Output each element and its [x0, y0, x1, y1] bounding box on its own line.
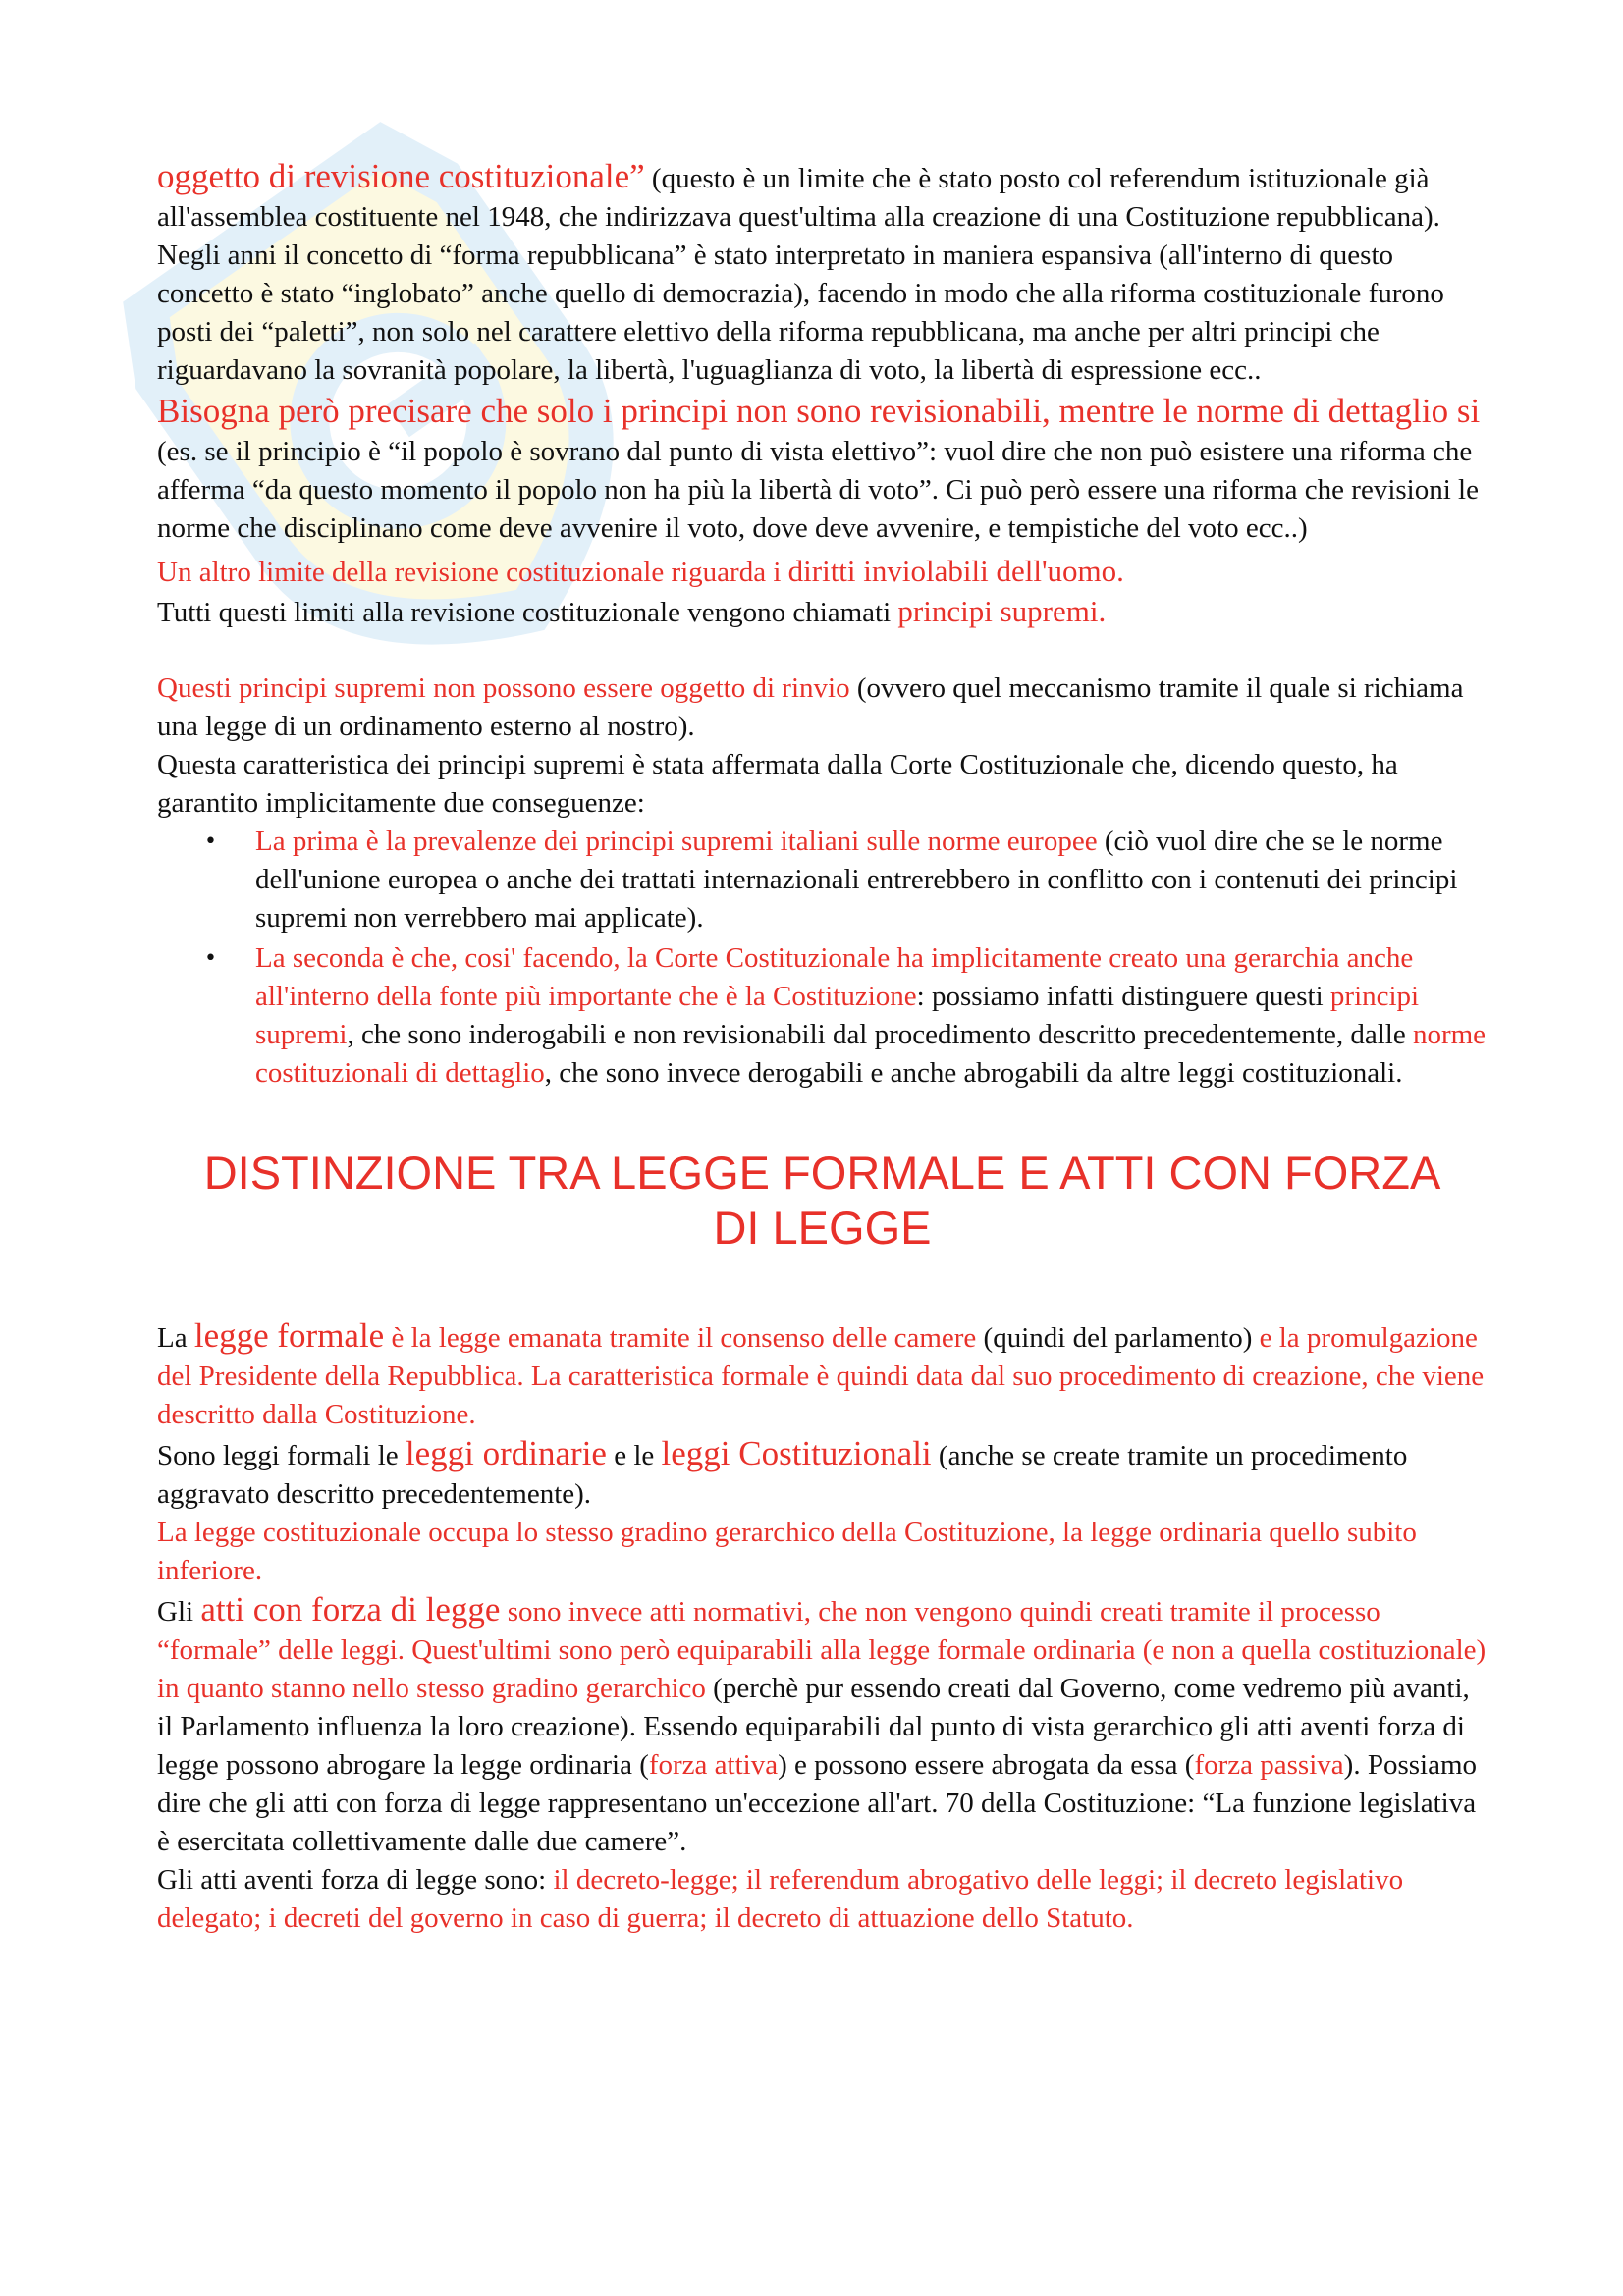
bullet-icon: •: [204, 829, 217, 854]
highlight-text: è la legge emanata tramite il consenso delle camere: [384, 1322, 977, 1354]
paragraph-rinvio: [157, 669, 1488, 746]
highlight-text: atti con forza di legge: [200, 1590, 501, 1629]
highlight-text: Questi principi supremi non possono essere oggetto di rinvio: [157, 672, 850, 704]
list-item: [157, 939, 1488, 1093]
highlight-text: diritti inviolabili dell'uomo.: [787, 554, 1124, 588]
bullet-icon: •: [204, 946, 217, 971]
paragraph-atti-forza-legge: [157, 1590, 1488, 1861]
body-text: : possiamo infatti distinguere questi: [916, 981, 1330, 1012]
highlight-text: La prima è la prevalenze dei principi supremi italiani sulle norme europee: [255, 826, 1098, 857]
body-text: Gli atti aventi forza di legge sono:: [157, 1864, 554, 1896]
paragraph-corte-costituzionale: Questa caratteristica dei principi supremi è stata affermata dalla Corte Costituzionale che, dicendo questo, ha garantito implicitamente due conseguenze:: [157, 749, 1398, 819]
list-item: [157, 823, 1488, 937]
body-text: La: [157, 1322, 194, 1354]
body-text: ). Possiamo dire che gli atti con forza di legge rappresentano un'eccezione all'art. 70 della Costituzione: “La funzione legislativa è esercitata collettivamente dalle due camere”.: [157, 1749, 1477, 1857]
highlight-text: e la promulgazione del Presidente della Repubblica. La caratteristica formale è quindi data dal suo procedimento di creazione, che viene descritto dalla Costituzione.: [157, 1322, 1485, 1430]
highlight-text: Un altro limite della revisione costituzionale riguarda i: [157, 557, 788, 588]
body-text: (ciò vuol dire che se le norme dell'unione europea o anche dei trattati internazionali entrerebbero in conflitto con i contenuti dei principi supremi non verrebbero mai applicate).: [255, 826, 1458, 934]
paragraph-diritti-inviolabili: [157, 552, 1488, 592]
body-text: (anche se create tramite un procedimento aggravato descritto precedentemente).: [157, 1440, 1408, 1510]
document-page: [157, 157, 1488, 1938]
highlight-text: forza passiva: [1194, 1749, 1344, 1781]
highlight-text: norme costituzionali di dettaglio: [255, 1019, 1487, 1089]
paragraph-forma-repubblicana: Negli anni il concetto di “forma repubblicana” è stato interpretato in maniera espansiva (all'interno di questo concetto è stato “inglobato” anche quello di democrazia), facendo in modo che alla riforma costituzionale furono posti dei “paletti”, non solo nel carattere elettivo della riforma repubblicana, ma anche per altri principi che riguardavano la sovranità popolare, la libertà, l'uguaglianza di voto, la libertà di espressione ecc..: [157, 240, 1444, 386]
body-text: (es. se il principio è “il popolo è sovrano dal punto di vista elettivo”: vuol dire che non può esistere una riforma che afferma “da questo momento il popolo non ha più la libertà di voto”. Ci può però essere una riforma che revisioni le norme che disciplinano come deve avvenire il voto, dove deve avvenire, e tempistiche del voto ecc..): [157, 436, 1479, 544]
highlight-text: forza attiva: [648, 1749, 779, 1781]
paragraph-principi-supremi: [157, 592, 1488, 632]
highlight-text: principi supremi.: [897, 594, 1107, 628]
body-text: (perchè pur essendo creati dal Governo, come vedremo più avanti, il Parlamento influenza la loro creazione). Essendo equiparabili dal punto di vista gerarchico gli atti aventi forza di legge possono abrogare la legge ordinaria (: [157, 1673, 1470, 1781]
paragraph-revisione-limite: [157, 157, 1488, 237]
body-text: , che sono inderogabili e non revisionabili dal procedimento descritto precedentemente, dalle: [347, 1019, 1413, 1050]
highlight-text: sono invece atti normativi, che non vengono quindi creati tramite il processo “formale” delle leggi. Quest'ultimi sono però equiparabili alla legge formale ordinaria (e non a quella costituzionale) in quanto stanno nello stesso gradino gerarchico: [157, 1596, 1487, 1704]
body-text: (quindi del parlamento): [976, 1322, 1260, 1354]
highlight-text: principi supremi: [255, 981, 1420, 1050]
consequences-list: [157, 823, 1488, 1093]
highlight-text: il decreto-legge; il referendum abrogativo delle leggi; il decreto legislativo delegato; i decreti del governo in caso di guerra; il decreto di attuazione dello Statuto.: [157, 1864, 1404, 1934]
body-text: Sono leggi formali le: [157, 1440, 406, 1471]
section-heading: DISTINZIONE TRA LEGGE FORMALE E ATTI CON FORZA DI LEGGE: [203, 1147, 1441, 1254]
paragraph-leggi-formali: [157, 1434, 1488, 1514]
highlight-text: Bisogna però precisare che solo i principi non sono revisionabili, mentre le norme di dettaglio si: [157, 392, 1481, 430]
paragraph-gradino-gerarchico: La legge costituzionale occupa lo stesso gradino gerarchico della Costituzione, la legge ordinaria quello subito inferiore.: [157, 1517, 1417, 1586]
body-text: Tutti questi limiti alla revisione costituzionale vengono chiamati: [157, 597, 898, 628]
body-text: Gli: [157, 1596, 201, 1628]
highlight-text: legge formale: [193, 1316, 385, 1355]
body-text: , che sono invece derogabili e anche abrogabili da altre leggi costituzionali.: [544, 1057, 1403, 1089]
highlight-text: oggetto di revisione costituzionale”: [157, 157, 645, 195]
paragraph-principi-revisionabili: [157, 392, 1488, 548]
paragraph-legge-formale: [157, 1316, 1488, 1434]
highlight-text: leggi Costituzionali: [661, 1434, 932, 1472]
body-text: e le: [606, 1440, 662, 1471]
paragraph-elenco-atti: [157, 1861, 1488, 1938]
body-text: (ovvero quel meccanismo tramite il quale si richiama una legge di un ordinamento esterno al nostro).: [157, 672, 1464, 742]
body-text: ) e possono essere abrogata da essa (: [778, 1749, 1195, 1781]
highlight-text: leggi ordinarie: [405, 1434, 607, 1472]
highlight-text: La seconda è che, cosi' facendo, la Corte Costituzionale ha implicitamente creato una gerarchia anche all'interno della fonte più importante che è la Costituzione: [255, 942, 1414, 1012]
body-text: (questo è un limite che è stato posto col referendum istituzionale già all'assemblea costituente nel 1948, che indirizzava quest'ultima alla creazione di una Costituzione repubblicana).: [157, 163, 1440, 233]
